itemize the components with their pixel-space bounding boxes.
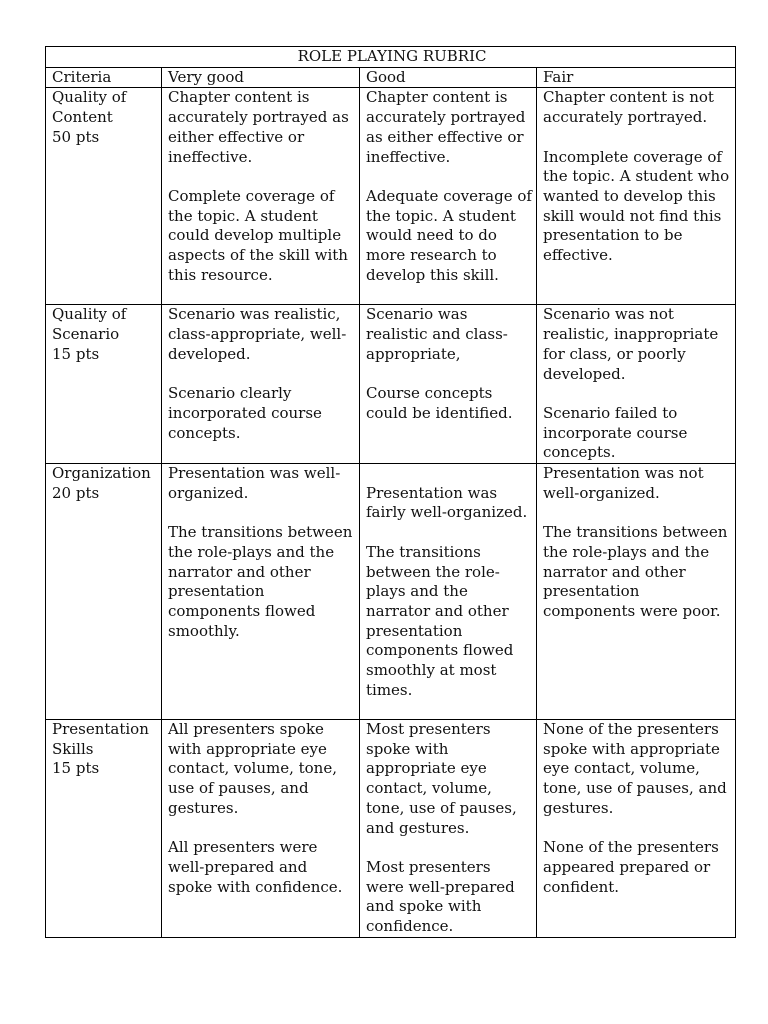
descriptor-text: Incomplete coverage of the topic. A student who wanted to develop this skill would not find this presentation to be effective. <box>543 147 730 265</box>
descriptor-text: None of the presenters spoke with appropriate eye contact, volume, tone, use of pauses, and gestures. <box>543 720 727 817</box>
descriptor-text: Most presenters were well-prepared and spoke with confidence. <box>366 857 515 936</box>
table-row <box>46 720 736 938</box>
descriptor-text: Most presenters spoke with appropriate eye contact, volume, tone, use of pauses, and gestures. <box>366 720 517 837</box>
criteria-points: 20 pts <box>52 483 100 502</box>
descriptor-text: Scenario failed to incorporate course concepts. <box>543 403 688 462</box>
rubric-table <box>45 46 736 938</box>
good-cell <box>360 88 537 305</box>
criteria-cell <box>46 464 162 720</box>
table-row <box>46 88 736 305</box>
criteria-cell <box>46 305 162 464</box>
very-good-cell <box>162 464 360 720</box>
criteria-cell <box>46 720 162 938</box>
descriptor-text: Chapter content is not accurately portrayed. <box>543 88 714 127</box>
descriptor-text: Scenario was realistic, class-appropriate, well-developed. <box>168 305 347 363</box>
table-row <box>46 464 736 720</box>
criteria-name: Quality of Content <box>52 88 127 127</box>
descriptor-text: All presenters were well-prepared and spoke with confidence. <box>168 838 343 896</box>
descriptor-text: Course concepts could be identified. <box>366 384 513 422</box>
criteria-points: 15 pts <box>52 759 100 778</box>
criteria-points: 15 pts <box>52 344 100 363</box>
very-good-cell <box>162 720 360 938</box>
header-fair: Fair <box>537 67 736 88</box>
criteria-cell <box>46 88 162 305</box>
header-good: Good <box>360 67 537 88</box>
descriptor-text: None of the presenters appeared prepared or confident. <box>543 838 719 896</box>
header-very-good: Very good <box>162 67 360 88</box>
descriptor-text: Scenario clearly incorporated course concepts. <box>168 384 322 442</box>
descriptor-text: The transitions between the role-plays and the narrator and other presentation components flowed smoothly. <box>168 523 353 640</box>
fair-cell <box>537 88 736 305</box>
descriptor-text: All presenters spoke with appropriate eye contact, volume, tone, use of pauses, and gestures. <box>168 720 337 817</box>
table-row <box>46 305 736 464</box>
criteria-name: Quality of Scenario <box>52 305 127 344</box>
title-row <box>46 47 736 68</box>
very-good-cell <box>162 88 360 305</box>
descriptor-text: Chapter content is accurately portrayed as either effective or ineffective. <box>168 88 349 166</box>
header-row <box>46 67 736 88</box>
descriptor-text: Presentation was fairly well-organized. <box>366 483 528 522</box>
fair-cell <box>537 720 736 938</box>
descriptor-text: Presentation was not well-organized. <box>543 464 704 502</box>
good-cell <box>360 305 537 464</box>
descriptor-text: Scenario was realistic and class-appropriate, <box>366 305 508 363</box>
criteria-name: Organization <box>52 464 151 483</box>
fair-cell <box>537 464 736 720</box>
header-criteria: Criteria <box>46 67 162 88</box>
descriptor-text: The transitions between the role-plays and the narrator and other presentation components were poor. <box>543 523 728 620</box>
criteria-name: Presentation Skills <box>52 720 149 758</box>
descriptor-text: Adequate coverage of the topic. A student would need to do more research to develop this skill. <box>366 186 532 284</box>
descriptor-text: Presentation was well-organized. <box>168 464 341 502</box>
good-cell <box>360 720 537 938</box>
very-good-cell <box>162 305 360 464</box>
good-cell <box>360 464 537 720</box>
descriptor-text: Scenario was not realistic, inappropriate for class, or poorly developed. <box>543 305 719 383</box>
rubric-title: ROLE PLAYING RUBRIC <box>46 47 736 68</box>
fair-cell <box>537 305 736 464</box>
descriptor-text: Chapter content is accurately portrayed as either effective or ineffective. <box>366 88 526 166</box>
descriptor-text: Complete coverage of the topic. A student could develop multiple aspects of the skill with this resource. <box>168 186 348 284</box>
descriptor-text: The transitions between the role-plays and the narrator and other presentation components flowed smoothly at most times. <box>366 542 514 699</box>
criteria-points: 50 pts <box>52 127 100 146</box>
